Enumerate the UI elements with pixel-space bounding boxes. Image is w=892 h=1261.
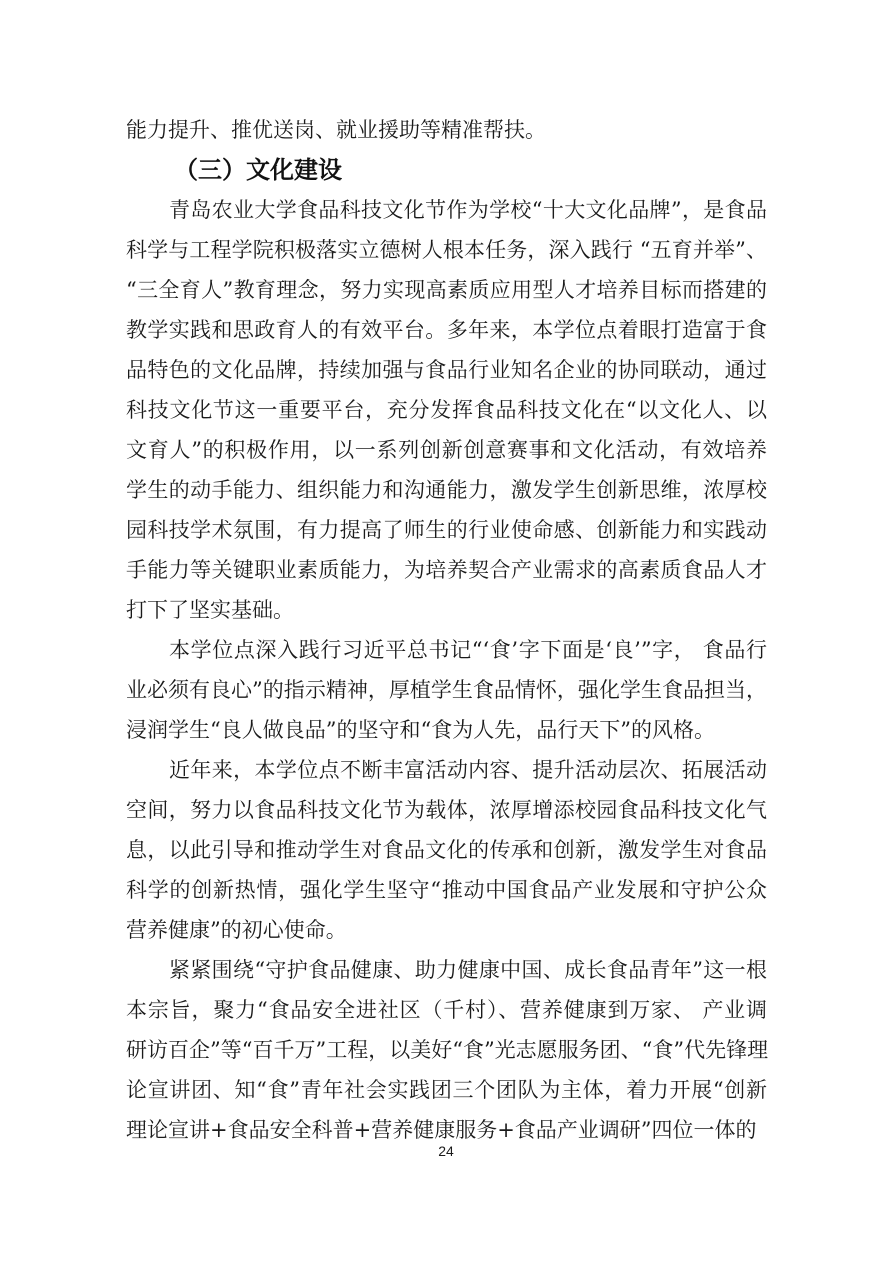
paragraph — [126, 630, 767, 750]
text-line: 本宗旨，聚力“食品安全进社区（千村）、营养健康到万家、 产业调 — [126, 998, 767, 1022]
section-heading: （三）文化建设 — [174, 155, 342, 184]
text-line: 打下了坚实基础。 — [126, 598, 294, 622]
paragraphs-container — [126, 190, 767, 1150]
text-line: 园科技学术氛围，有力提高了师生的行业使命感、创新能力和实践动 — [126, 518, 767, 542]
text-line: 业必须有良心”的指示精神，厚植学生食品情怀，强化学生食品担当， — [126, 678, 767, 702]
paragraph — [126, 190, 767, 630]
text-line: 研访百企”等“百千万”工程，以美好“食”光志愿服务团、“食”代先锋理 — [126, 1038, 769, 1062]
text-line: 教学实践和思政育人的有效平台。多年来，本学位点着眼打造富于食 — [126, 318, 767, 342]
text-line: 文育人”的积极作用，以一系列创新创意赛事和文化活动，有效培养 — [126, 438, 767, 462]
text-line: 紧紧围绕“守护食品健康、助力健康中国、成长食品青年”这一根 — [169, 958, 767, 982]
text-line: 品特色的文化品牌，持续加强与食品行业知名企业的协同联动，通过 — [126, 358, 767, 382]
text-line: 空间，努力以食品科技文化节为载体，浓厚增添校园食品科技文化气 — [126, 798, 767, 822]
text-block — [126, 110, 767, 1150]
text-line: 学生的动手能力、组织能力和沟通能力，激发学生创新思维，浓厚校 — [126, 478, 767, 502]
text-line: 手能力等关键职业素质能力，为培养契合产业需求的高素质食品人才 — [126, 558, 767, 582]
continuation-paragraph-line: 能力提升、推优送岗、就业援助等精准帮扶。 — [126, 118, 546, 142]
text-line: “三全育人”教育理念，努力实现高素质应用型人才培养目标而搭建的 — [126, 278, 767, 302]
text-line: 科技文化节这一重要平台，充分发挥食品科技文化在“以文化人、以 — [126, 398, 767, 422]
text-line: 浸润学生“良人做良品”的坚守和“食为人先，品行天下”的风格。 — [126, 718, 715, 742]
text-line: 息，以此引导和推动学生对食品文化的传承和创新，激发学生对食品 — [126, 838, 767, 862]
text-line: 青岛农业大学食品科技文化节作为学校“十大文化品牌”，是食品 — [169, 198, 767, 222]
text-line: 科学的创新热情，强化学生坚守“推动中国食品产业发展和守护公众 — [126, 878, 767, 902]
text-line: 近年来，本学位点不断丰富活动内容、提升活动层次、拓展活动 — [169, 758, 767, 782]
text-line: 论宣讲团、知“食”青年社会实践团三个团队为主体，着力开展“创新 — [126, 1078, 767, 1102]
text-line: 本学位点深入践行习近平总书记“‘食’字下面是‘良’”字， 食品行 — [169, 638, 767, 662]
text-line: 科学与工程学院积极落实立德树人根本任务，深入践行 “五育并举”、 — [126, 238, 767, 262]
text-line: 理论宣讲+食品安全科普+营养健康服务+食品产业调研”四位一体的 — [126, 1118, 757, 1142]
paragraph — [126, 750, 767, 950]
paragraph — [126, 950, 767, 1150]
text-line: 营养健康”的初心使命。 — [126, 918, 347, 942]
page-number: 24 — [438, 1143, 454, 1159]
